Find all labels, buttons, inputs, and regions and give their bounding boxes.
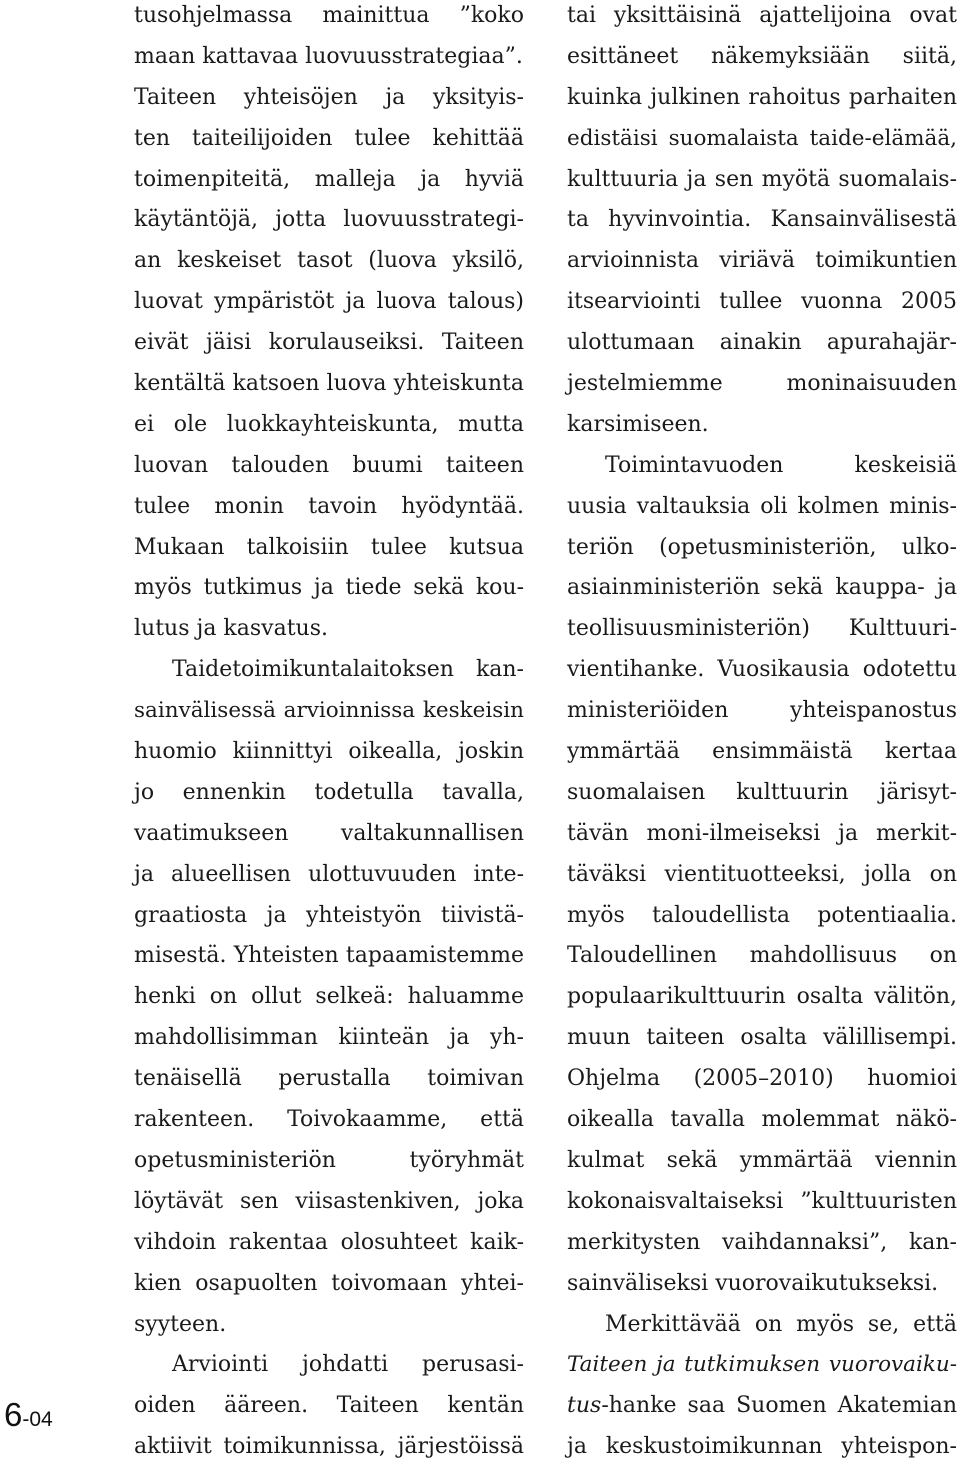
line-text: ten taiteilijoiden tulee kehittää [134, 125, 524, 151]
text-line [567, 528, 957, 569]
text-line [134, 896, 524, 937]
text-line [134, 446, 524, 487]
text-line [567, 977, 957, 1018]
line-text: kulttuuria ja sen myötä suomalais- [567, 166, 957, 192]
line-text: tai yksittäisinä ajattelijoina ovat [567, 3, 957, 28]
line-text: kien osapuolten toivomaan yhtei- [134, 1270, 524, 1296]
line-text: sainväliseksi vuorovaikutukseksi. [567, 1270, 939, 1296]
line-text: teollisuusministeriön) Kulttuuri- [567, 616, 957, 642]
line-text: an keskeiset tasot (luova yksilö, [134, 248, 524, 274]
text-line [567, 1345, 957, 1386]
line-text: lutus ja kasvatus. [134, 616, 329, 642]
line-text: täväksi vientituotteeksi, jolla on [567, 861, 957, 887]
line-text: esittäneet näkemyksiään siitä, [567, 43, 957, 69]
text-line [567, 650, 957, 691]
line-text: tulee monin tavoin hyödyntää. [134, 493, 524, 519]
text-line [134, 1018, 524, 1059]
text-line [134, 650, 524, 691]
line-text: eivät jäisi korulauseiksi. Taiteen [134, 330, 524, 356]
text-line [567, 1018, 957, 1059]
text-line [134, 200, 524, 241]
text-line [134, 977, 524, 1018]
line-text: Taloudellinen mahdollisuus on [567, 943, 957, 969]
right-text-column [567, 0, 957, 1468]
text-line [134, 1059, 524, 1100]
text-line [134, 732, 524, 773]
text-line [134, 814, 524, 855]
text-line [134, 78, 524, 119]
line-text: vientihanke. Vuosikausia odotettu [567, 657, 957, 683]
text-line [567, 1141, 957, 1182]
line-text: arvioinnista viriävä toimikuntien [567, 248, 957, 274]
line-text: ja alueellisen ulottuvuuden inte- [134, 861, 524, 887]
text-line [567, 691, 957, 732]
text-line [567, 568, 957, 609]
text-line [567, 160, 957, 201]
line-text: kuinka julkinen rahoitus parhaiten [567, 84, 957, 110]
text-line [134, 0, 524, 37]
text-line [134, 323, 524, 364]
line-text: käytäntöjä, jotta luovuusstrategi- [134, 207, 524, 233]
line-text: myös taloudellista potentiaalia. [567, 902, 957, 928]
text-line [567, 364, 957, 405]
line-text: tusohjelmassa mainittua ”koko [134, 3, 524, 28]
text-line [567, 119, 957, 160]
text-line [134, 691, 524, 732]
line-text: teriön (opetusministeriön, ulko- [567, 534, 957, 560]
text-line [567, 37, 957, 78]
text-line [134, 936, 524, 977]
text-line [567, 241, 957, 282]
line-text: maan kattavaa luovuusstrategiaa”. [134, 43, 523, 69]
text-line [567, 323, 957, 364]
italic-title-text: Taiteen ja tutkimuksen vuorovaiku- [567, 1352, 957, 1378]
text-line [567, 405, 957, 446]
text-line [134, 37, 524, 78]
line-text: suomalaisen kulttuurin järisyt- [567, 779, 957, 805]
text-line [567, 1100, 957, 1141]
line-text: jestelmiemme moninaisuuden [567, 371, 957, 397]
text-line [567, 773, 957, 814]
text-line [567, 446, 957, 487]
left-text-column [134, 0, 524, 1468]
text-line [134, 568, 524, 609]
text-line [567, 1305, 957, 1346]
text-line [134, 609, 524, 650]
line-text: Taiteen yhteisöjen ja yksityis- [134, 84, 524, 110]
line-text: karsimiseen. [567, 411, 709, 437]
text-line [134, 119, 524, 160]
line-text: ulottumaan ainakin apurahajär- [567, 330, 957, 356]
text-line [567, 936, 957, 977]
line-text: löytävät sen viisastenkiven, joka [134, 1188, 524, 1214]
text-line [134, 773, 524, 814]
text-line [134, 241, 524, 282]
line-text: populaarikulttuurin osalta välitön, [567, 984, 957, 1010]
text-line [567, 896, 957, 937]
page-number [4, 1398, 53, 1431]
line-text: jo ennenkin todetulla tavalla, [134, 779, 524, 805]
line-text: toimenpiteitä, malleja ja hyviä [134, 166, 524, 192]
page-margin [0, 0, 118, 1462]
line-text: edistäisi suomalaista taide-elämää, [567, 125, 957, 151]
text-line [567, 1059, 957, 1100]
text-line [134, 405, 524, 446]
line-text: aktiivit toimikunnissa, järjestöissä [134, 1434, 524, 1460]
line-text: ei ole luokkayhteiskunta, mutta [134, 411, 524, 437]
text-line [567, 0, 957, 37]
line-text: mahdollisimman kiinteän ja yh- [134, 1025, 524, 1051]
text-line [567, 1182, 957, 1223]
page-number-minor: -04 [22, 1408, 53, 1431]
line-text: tenäisellä perustalla toimivan [134, 1066, 524, 1092]
line-text: muun taiteen osalta välillisempi. [567, 1025, 957, 1051]
text-line [567, 200, 957, 241]
line-text: opetusministeriön työryhmät [134, 1147, 524, 1173]
line-text: rakenteen. Toivokaamme, että [134, 1107, 524, 1133]
line-text: kentältä katsoen luova yhteiskunta [134, 371, 524, 397]
line-text: Merkittävää on myös se, että [605, 1311, 957, 1337]
line-text: luovat ympäristöt ja luova talous) [134, 289, 524, 315]
line-text: Toimintavuoden keskeisiä [605, 452, 957, 478]
text-line [134, 528, 524, 569]
text-line [134, 160, 524, 201]
page-number-major: 6 [4, 1396, 23, 1433]
line-text: uusia valtauksia oli kolmen minis- [567, 493, 957, 519]
line-text: Arviointi johdatti perusasi- [172, 1352, 524, 1378]
text-line [567, 487, 957, 528]
line-text: oikealla tavalla molemmat näkö- [567, 1107, 957, 1133]
line-text: luovan talouden buumi taiteen [134, 452, 524, 478]
text-line [567, 78, 957, 119]
line-text: misestä. Yhteisten tapaamistemme [134, 943, 524, 969]
line-text: merkitysten vaihdannaksi”, kan- [567, 1229, 957, 1255]
text-line [567, 855, 957, 896]
text-line [134, 1223, 524, 1264]
line-text: ministeriöiden yhteispanostus [567, 698, 957, 724]
line-text: itsearviointi tullee vuonna 2005 [567, 289, 957, 315]
text-line [134, 487, 524, 528]
line-text: ymmärtää ensimmäistä kertaa [567, 739, 957, 765]
line-text: oiden ääreen. Taiteen kentän [134, 1393, 524, 1419]
text-line [134, 1305, 524, 1346]
line-text: ja keskustoimikunnan yhteispon- [567, 1434, 957, 1460]
line-text: asiainministeriön sekä kauppa- ja [567, 575, 957, 601]
text-line [567, 814, 957, 855]
line-text: graatiosta ja yhteistyön tiivistä- [134, 902, 524, 928]
text-line [567, 732, 957, 773]
text-line [134, 1264, 524, 1305]
text-line [567, 1264, 957, 1305]
line-text: huomio kiinnittyi oikealla, joskin [134, 739, 524, 765]
text-line [134, 364, 524, 405]
line-text: sainvälisessä arvioinnissa keskeisin [134, 698, 524, 724]
text-line [134, 1345, 524, 1386]
line-text: Taidetoimikuntalaitoksen kan- [172, 657, 524, 683]
line-text: -hanke saa Suomen Akatemian [601, 1393, 957, 1419]
text-line [134, 855, 524, 896]
line-text: vaatimukseen valtakunnallisen [134, 820, 524, 846]
line-text: myös tutkimus ja tiede sekä kou- [134, 575, 524, 601]
line-text: ta hyvinvointia. Kansainvälisestä [567, 207, 957, 233]
line-text: kokonaisvaltaiseksi ”kulttuuristen [567, 1188, 957, 1214]
text-line [134, 282, 524, 323]
line-text: kulmat sekä ymmärtää viennin [567, 1147, 957, 1173]
line-text: Mukaan talkoisiin tulee kutsua [134, 534, 524, 560]
text-line [134, 1100, 524, 1141]
text-line [134, 1141, 524, 1182]
text-line [567, 609, 957, 650]
text-line [567, 1223, 957, 1264]
text-line [567, 282, 957, 323]
text-line [134, 1386, 524, 1427]
italic-title-text: tus [567, 1393, 602, 1419]
line-text: henki on ollut selkeä: haluamme [134, 984, 524, 1010]
line-text: vihdoin rakentaa olosuhteet kaik- [134, 1229, 524, 1255]
text-line [567, 1386, 957, 1427]
text-line [134, 1182, 524, 1223]
line-text: Ohjelma (2005–2010) huomioi [567, 1066, 957, 1092]
line-text: tävän moni-ilmeiseksi ja merkit- [567, 820, 957, 846]
line-text: syyteen. [134, 1311, 227, 1337]
